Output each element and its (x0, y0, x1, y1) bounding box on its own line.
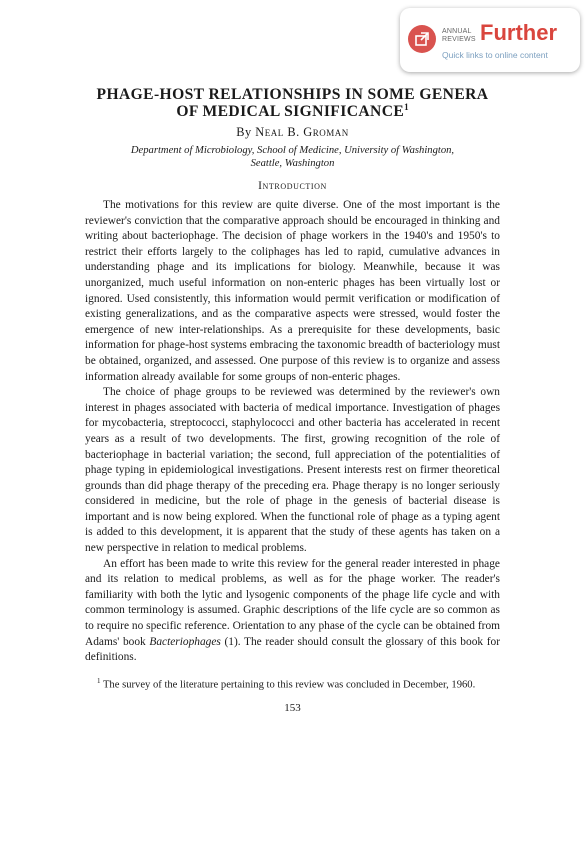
page-number: 153 (284, 702, 301, 715)
affiliation-line-2: Seattle, Washington (250, 158, 335, 169)
article-page (85, 86, 500, 714)
footnote-text: The survey of the literature pertaining to this review was concluded in December, 1960. (100, 679, 476, 691)
footnote (85, 674, 500, 693)
author-line (85, 125, 500, 140)
paragraph-text: An effort has been made to write this review for the general reader interested in phage and its relation to medical problems, as well as for the phage worker. The reader's familiarity with both the lytic and lysogenic components of the phage life cycle and with common terminology is assumed. Graphic descriptions of the life cycle are so common as to require no specific reference. Orientation to any phase of the cycle can be obtained from Adams' book (85, 557, 500, 648)
author-name: Neal B. Groman (255, 125, 349, 139)
section-heading: Introduction (258, 180, 327, 192)
affiliation (85, 144, 500, 170)
author-prefix: By (236, 125, 256, 139)
title-footnote-mark: 1 (404, 101, 409, 112)
affiliation-line-1: Department of Microbiology, School of Medicine, University of Washington, (130, 145, 455, 156)
footnote-mark: 1 (97, 676, 101, 685)
badge-brand: ANNUAL REVIEWS (442, 28, 476, 43)
title-line-1: PHAGE-HOST RELATIONSHIPS IN SOME GENERA (96, 86, 489, 103)
further-badge[interactable] (400, 8, 580, 72)
article-body (85, 198, 500, 666)
paragraph: The motivations for this review are quite diverse. One of the most important is the reviewer's conviction that the comparative approach should be encouraged in thinking and writing about bacteriophage. The decision of phage workers in the 1940's and 1950's to restrict their efforts largely to the coliphages has led to rapid, cumulative advances in understanding phage and its implications for biology. Meanwhile, because it was unorganized, much useful information on non-enteric phages has been virtually lost or ignored. Used consistently, this information would permit verification or modification of existing generalizations, and as the comparative aspects were stressed, would foster the emergence of new inter-relationships. As a prerequisite for these developments, basic information for phage-host systems embracing the taxonomic breadth of bacteriology must be obtained, organized, and assessed. One purpose of this review is to organize and assess information already available for some groups of non-enteric phages. (85, 199, 500, 383)
open-link-icon (408, 25, 436, 53)
paragraph: The choice of phage groups to be reviewed was determined by the reviewer's own interest in phages associated with bacteria of medical importance. Investigation of phages for mycobacteria, streptococci, staphylococci and other bacteria has accelerated in recent years as a result of two developments. The first, growing recognition of the role of bacteriophage in bacterial variation; the second, full appreciation of the potentialities of phage typing in epidemiological investigations. Present interests rest on firmer theoretical grounds than did phage therapy of the preceding era. Phage therapy is no longer seriously considered in medicine, but the role of phage in the genesis of bacterial disease is important and is now being explored. When the functional role of phage as a typing agent is added to this development, it is apparent that the study of these agents has taken on a new perspective in relation to medical problems. (85, 386, 500, 555)
badge-subtitle[interactable]: Quick links to online content (442, 50, 548, 60)
paragraph (85, 557, 500, 666)
badge-title: Further (480, 20, 557, 45)
article-title (85, 86, 500, 120)
paragraph-text: (1). The reader should consult the glossary of this book for definitions. (85, 635, 500, 664)
title-line-2: OF MEDICAL SIGNIFICANCE (176, 103, 405, 120)
book-title: Bacteriophages (149, 635, 221, 648)
